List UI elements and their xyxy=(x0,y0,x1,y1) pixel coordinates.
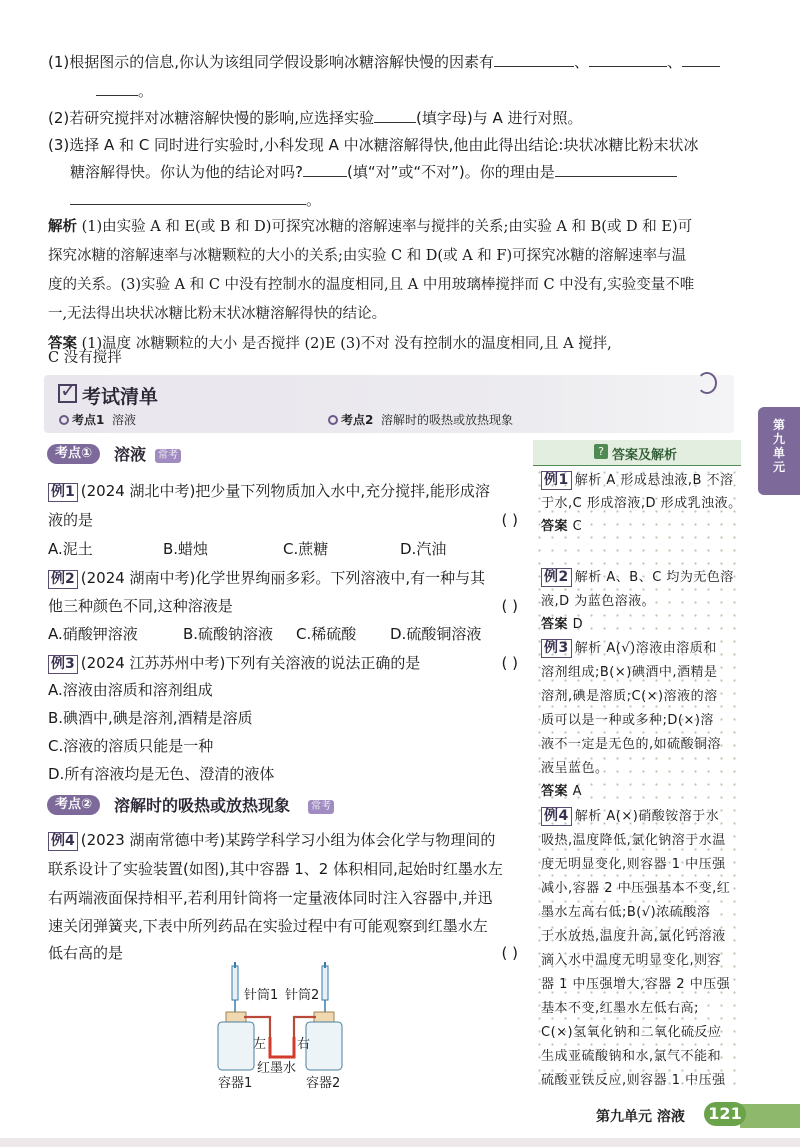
option-c[interactable]: C.稀硫酸 xyxy=(296,625,357,643)
sidebar-e3-answer xyxy=(541,781,739,803)
answer-label: 答案 xyxy=(541,617,569,632)
q2-prefix: (2)若研究搅拌对冰糖溶解快慢的影响,应选择实验 xyxy=(48,109,375,127)
answer-label: 答案 xyxy=(541,519,569,534)
sidebar-e1-line-2: 于水,C 形成溶液,D 形成乳浊液。 xyxy=(541,496,742,511)
sidebar-e3-line-6: 液呈蓝色。 xyxy=(541,761,609,776)
q3-text-b: (填“对”或“不对”)。你的理由是 xyxy=(346,163,555,181)
label-red-ink: 红墨水 xyxy=(257,1061,297,1076)
q1-blank-3-cont[interactable] xyxy=(96,78,138,96)
analysis-line-2: 探究冰糖的溶解速率与冰糖颗粒的大小的关系;由实验 C 和 D(或 A 和 F)可探究冰糖的溶解速率与温 xyxy=(48,248,687,264)
q3-end: 。 xyxy=(306,191,322,209)
option-b[interactable]: B.硫酸钠溶液 xyxy=(183,625,274,643)
syringe-1 xyxy=(232,962,238,1012)
sidebar-e1-answer xyxy=(541,516,739,538)
sidebar-title: 答案及解析 xyxy=(612,448,678,463)
example-1-label: 例1 xyxy=(48,483,78,502)
option-d[interactable]: D.汽油 xyxy=(400,540,447,558)
example-2-text-2: 他三种颜色不同,这种溶液是 xyxy=(48,597,233,615)
analysis-text-1: (1)由实验 A 和 E(或 B 和 D)可探究冰糖的溶解速率与搅拌的关系;由实验 A 和 B(或 D 和 E)可 xyxy=(81,219,693,235)
answer-value: C xyxy=(572,519,583,534)
sidebar-e3-text: 解析 A(√)溶液由溶质和 xyxy=(574,641,717,656)
q2-blank[interactable] xyxy=(374,105,416,123)
sidebar-e4-line-3: 度无明显变化,则容器 1 中压强 xyxy=(541,857,726,872)
q1-sep-2: 、 xyxy=(667,53,683,71)
sidebar-e2-line-1 xyxy=(541,567,739,589)
sidebar-e1-text: 解析 A 形成悬浊液,B 不溶 xyxy=(574,473,734,488)
dot-icon xyxy=(59,415,69,425)
container-1 xyxy=(218,1012,254,1070)
example-1-text-2: 液的是 xyxy=(48,511,94,529)
banner-title: 考试清单 xyxy=(82,386,159,408)
q1-prefix: (1)根据图示的信息,你认为该组同学假设影响冰糖溶解快慢的因素有 xyxy=(48,53,495,71)
option-d[interactable]: D.硫酸铜溶液 xyxy=(390,625,482,643)
example-4-label: 例4 xyxy=(48,832,78,851)
sidebar-e3-line-2: 溶剂组成;B(×)碘酒中,酒精是 xyxy=(541,665,718,680)
label-right: 右 xyxy=(297,1037,311,1052)
section-2-title: 溶解时的吸热或放热现象 xyxy=(114,796,291,815)
sidebar-e4-line-11: 生成亚硫酸钠和水,氯气不能和 xyxy=(541,1049,722,1064)
q1-blank-1[interactable] xyxy=(494,49,574,67)
example-2-label: 例2 xyxy=(48,570,78,589)
page-number: 121 xyxy=(704,1102,746,1126)
sidebar-e4-line-1 xyxy=(541,806,739,828)
sidebar-e4-line-2: 吸热,温度降低,氯化钠溶于水温 xyxy=(541,833,726,848)
unit-tab-label: 第九单元 xyxy=(772,418,785,474)
example-3-label: 例3 xyxy=(48,655,78,674)
label-syringe-1: 针筒1 xyxy=(244,988,279,1003)
q3-blank-2[interactable] xyxy=(555,159,677,177)
dot-icon xyxy=(328,415,338,425)
example-3-option-c[interactable]: C.溶液的溶质只能是一种 xyxy=(48,737,214,755)
example-4-line-2: 联系设计了实验装置(如图),其中容器 1、2 体积相同,起始时红墨水左 xyxy=(48,860,503,878)
q1-sep-1: 、 xyxy=(574,53,590,71)
section-1-title: 溶液 xyxy=(114,445,147,464)
sidebar-e1-label: 例1 xyxy=(541,471,572,490)
key-point-2 xyxy=(328,411,513,428)
question-1-cont xyxy=(48,77,728,106)
example-2-text: (2024 湖南中考)化学世界绚丽多彩。下列溶液中,有一种与其 xyxy=(80,569,486,587)
sidebar-e3-line-5: 液不一定是无色的,如硫酸铜溶 xyxy=(541,737,722,752)
sidebar-e4-label: 例4 xyxy=(541,807,572,826)
answer-label: 答案 xyxy=(48,336,77,352)
kp1-text: 溶液 xyxy=(112,413,137,427)
analysis-line-4: 一,无法得出块状冰糖比粉末状冰糖溶解得快的结论。 xyxy=(48,306,387,322)
q2-suffix: (填字母)与 A 进行对照。 xyxy=(416,109,583,127)
sidebar-e4-line-6: 于水放热,温度升高,氯化钙溶液 xyxy=(541,929,726,944)
kp2-label: 考点2 xyxy=(341,413,374,427)
example-1-line-2 xyxy=(48,506,518,535)
example-3-option-b[interactable]: B.碘酒中,碘是溶剂,酒精是溶质 xyxy=(48,709,253,727)
sidebar-e2-line-2: 液,D 为蓝色溶液。 xyxy=(541,594,656,609)
sidebar-e4-text: 解析 A(×)硝酸铵溶于水 xyxy=(574,809,720,824)
key-point-1 xyxy=(59,411,136,428)
sidebar-e3-line-3: 溶剂,碘是溶质;C(×)溶液的溶 xyxy=(541,689,718,704)
question-1 xyxy=(48,48,728,77)
analysis-line-1 xyxy=(48,213,728,242)
question-3-line-3 xyxy=(48,186,728,215)
q1-blank-2[interactable] xyxy=(589,49,667,67)
analysis-label: 解析 xyxy=(48,219,77,235)
answer-text-1: (1)温度 冰糖颗粒的大小 是否搅拌 (2)E (3)不对 没有控制水的温度相同,且 A 搅拌, xyxy=(81,336,612,352)
label-left: 左 xyxy=(253,1037,267,1052)
example-3-line-1 xyxy=(48,649,518,678)
red-ink xyxy=(270,1037,294,1057)
bottom-band xyxy=(0,1138,800,1147)
question-3-line-2 xyxy=(48,158,728,187)
sidebar-e4-line-7: 滴入水中温度无明显变化,则容 xyxy=(541,953,722,968)
section-2-badge: 常考 xyxy=(308,800,334,814)
section-2-tag: 考点② xyxy=(47,795,100,815)
answer-paren[interactable]: ( ) xyxy=(501,597,518,615)
sidebar-e4-line-5: 墨水左高右低;B(√)浓硫酸溶 xyxy=(541,905,711,920)
answer-paren[interactable]: ( ) xyxy=(501,944,518,962)
sidebar-e4-line-8: 器 1 中压强增大,容器 2 中压强 xyxy=(541,977,731,992)
checkmark-icon: ✓ xyxy=(60,378,77,402)
sidebar-e4-line-10: C(×)氢氧化钠和二氧化硫反应 xyxy=(541,1025,722,1040)
question-3: (3)选择 A 和 C 同时进行实验时,小科发现 A 中冰糖溶解得快,他由此得出结论:块状冰糖比粉末状冰 xyxy=(48,136,699,154)
example-4-line-4: 速关闭弹簧夹,下表中所列药品在实验过程中有可能观察到红墨水左 xyxy=(48,917,488,935)
example-3-option-a[interactable]: A.溶液由溶质和溶剂组成 xyxy=(48,681,213,699)
sidebar-e4-line-4: 减小,容器 2 中压强基本不变,红 xyxy=(541,881,731,896)
sidebar-e3-line-4: 质可以是一种或多种;D(×)溶 xyxy=(541,713,714,728)
q1-end: 。 xyxy=(138,82,154,100)
example-2-line-2 xyxy=(48,592,518,621)
q3-blank-2-cont[interactable] xyxy=(70,187,306,205)
q3-text-a: 糖溶解得快。你认为他的结论对吗? xyxy=(70,163,303,181)
question-icon: ? xyxy=(594,444,608,459)
sidebar-e2-label: 例2 xyxy=(541,568,572,587)
option-c[interactable]: C.蔗糖 xyxy=(283,540,329,558)
kp2-text: 溶解时的吸热或放热现象 xyxy=(381,413,514,427)
label-container-2: 容器2 xyxy=(306,1076,341,1091)
sidebar-e2-text: 解析 A、B、C 均为无色溶 xyxy=(574,570,734,585)
example-4-text: (2023 湖南常德中考)某跨学科学习小组为体会化学与物理间的 xyxy=(80,831,496,849)
example-4-text-5: 低右高的是 xyxy=(48,944,124,962)
sidebar-e1-line-1 xyxy=(541,470,739,492)
sidebar-e3-line-1 xyxy=(541,638,739,660)
example-3-option-d[interactable]: D.所有溶液均是无色、澄清的液体 xyxy=(48,765,275,783)
sidebar-e4-line-12: 硫酸亚铁反应,则容器 1 中压强 xyxy=(541,1073,726,1088)
footer-title: 第九单元 溶液 xyxy=(596,1109,685,1125)
answer-paren[interactable]: ( ) xyxy=(501,654,518,672)
analysis-line-3: 度的关系。(3)实验 A 和 C 中没有控制水的温度相同,且 A 中用玻璃棒搅拌而 C 中没有,实验变量不唯 xyxy=(48,277,695,293)
option-b[interactable]: B.蜡烛 xyxy=(163,540,209,558)
swirl-icon xyxy=(697,372,717,394)
sidebar-e2-answer xyxy=(541,614,739,636)
option-a[interactable]: A.泥土 xyxy=(48,540,93,558)
answer-line-2: C 没有搅拌 xyxy=(48,350,122,366)
footer-bar xyxy=(740,1104,800,1128)
example-3-text: (2024 江苏苏州中考)下列有关溶液的说法正确的是 xyxy=(80,654,421,672)
section-1-tag: 考点① xyxy=(47,444,100,464)
q3-blank-1[interactable] xyxy=(303,159,347,177)
sidebar-e3-label: 例3 xyxy=(541,639,572,658)
answer-value: D xyxy=(572,617,584,632)
answer-value: A xyxy=(572,784,583,799)
answer-paren[interactable]: ( ) xyxy=(501,511,518,529)
example-1-text: (2024 湖北中考)把少量下列物质加入水中,充分搅拌,能形成溶 xyxy=(80,482,490,500)
example-4-line-3: 右两端液面保持相平,若利用针筒将一定量液体同时注入容器中,并迅 xyxy=(48,889,493,907)
question-2 xyxy=(48,104,728,133)
syringe-2 xyxy=(322,962,328,1012)
container-2 xyxy=(306,1012,342,1070)
label-syringe-2: 针筒2 xyxy=(285,988,320,1003)
sidebar-e4-line-9: 基本不变,红墨水左低右高; xyxy=(541,1001,700,1016)
label-container-1: 容器1 xyxy=(218,1076,253,1091)
q1-blank-3[interactable] xyxy=(682,49,720,67)
kp1-label: 考点1 xyxy=(72,413,105,427)
section-1-badge: 常考 xyxy=(155,449,181,463)
option-a[interactable]: A.硝酸钾溶液 xyxy=(48,625,138,643)
answer-label: 答案 xyxy=(541,784,569,799)
